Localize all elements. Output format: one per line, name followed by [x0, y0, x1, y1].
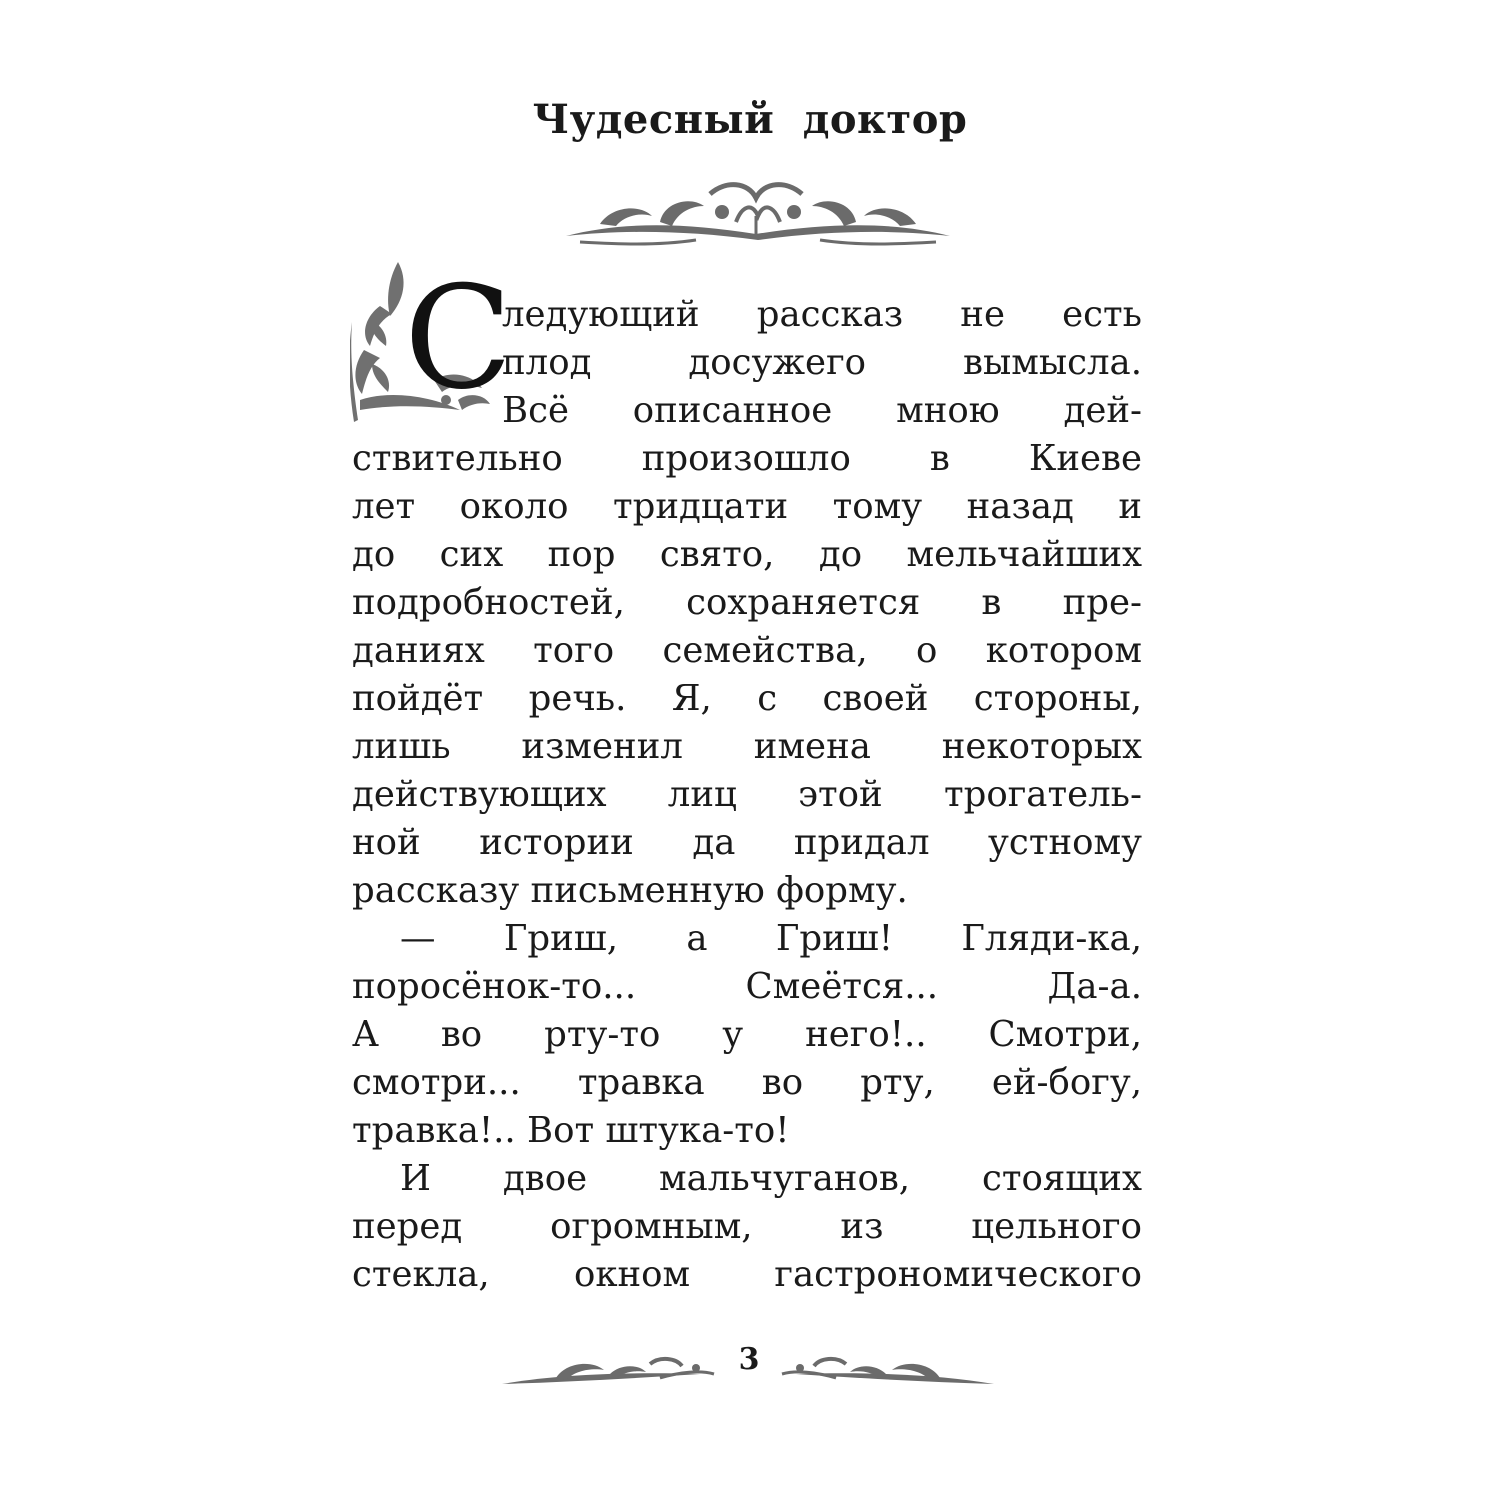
- text-line: ствительно произошло в Киеве: [352, 438, 1142, 479]
- text-line: травка!.. Вот штука-то!: [352, 1110, 790, 1151]
- text-line: пойдёт речь. Я, с своей стороны,: [352, 678, 1142, 719]
- chapter-title: Чудесный доктор: [532, 96, 968, 143]
- text-line: стекла, окном гастрономического: [352, 1254, 1142, 1295]
- text-line: ной истории да придал устному: [352, 822, 1142, 863]
- text-line: действующих лиц этой трогатель-: [352, 774, 1142, 815]
- text-line: даниях того семейства, о котором: [352, 630, 1142, 671]
- text-line: рассказу письменную форму.: [352, 870, 908, 911]
- text-line: смотри... травка во рту, ей-богу,: [352, 1062, 1142, 1103]
- text-line: плод досужего вымысла.: [502, 342, 1142, 383]
- text-line: ледующий рассказ не есть: [502, 294, 1142, 335]
- text-line: лишь изменил имена некоторых: [352, 726, 1142, 767]
- text-line: поросёнок-то... Смеётся... Да-а.: [352, 966, 1142, 1007]
- drop-cap: С: [404, 256, 513, 421]
- text-line: лет около тридцати тому назад и: [352, 486, 1142, 527]
- text-line: И двое мальчуганов, стоящих: [400, 1158, 1142, 1199]
- text-line: подробностей, сохраняется в пре-: [352, 582, 1142, 623]
- text-line: перед огромным, из цельного: [352, 1206, 1142, 1247]
- text-line: Всё описанное мною дей-: [502, 390, 1142, 431]
- text-line: — Гриш, а Гриш! Гляди-ка,: [400, 918, 1142, 959]
- page-number: 3: [738, 1342, 760, 1377]
- text-line: А во рту-то у него!.. Смотри,: [352, 1014, 1142, 1055]
- text-line: до сих пор свято, до мельчайших: [352, 534, 1142, 575]
- story-text: [352, 291, 1142, 1299]
- floral-divider-icon: [560, 176, 956, 248]
